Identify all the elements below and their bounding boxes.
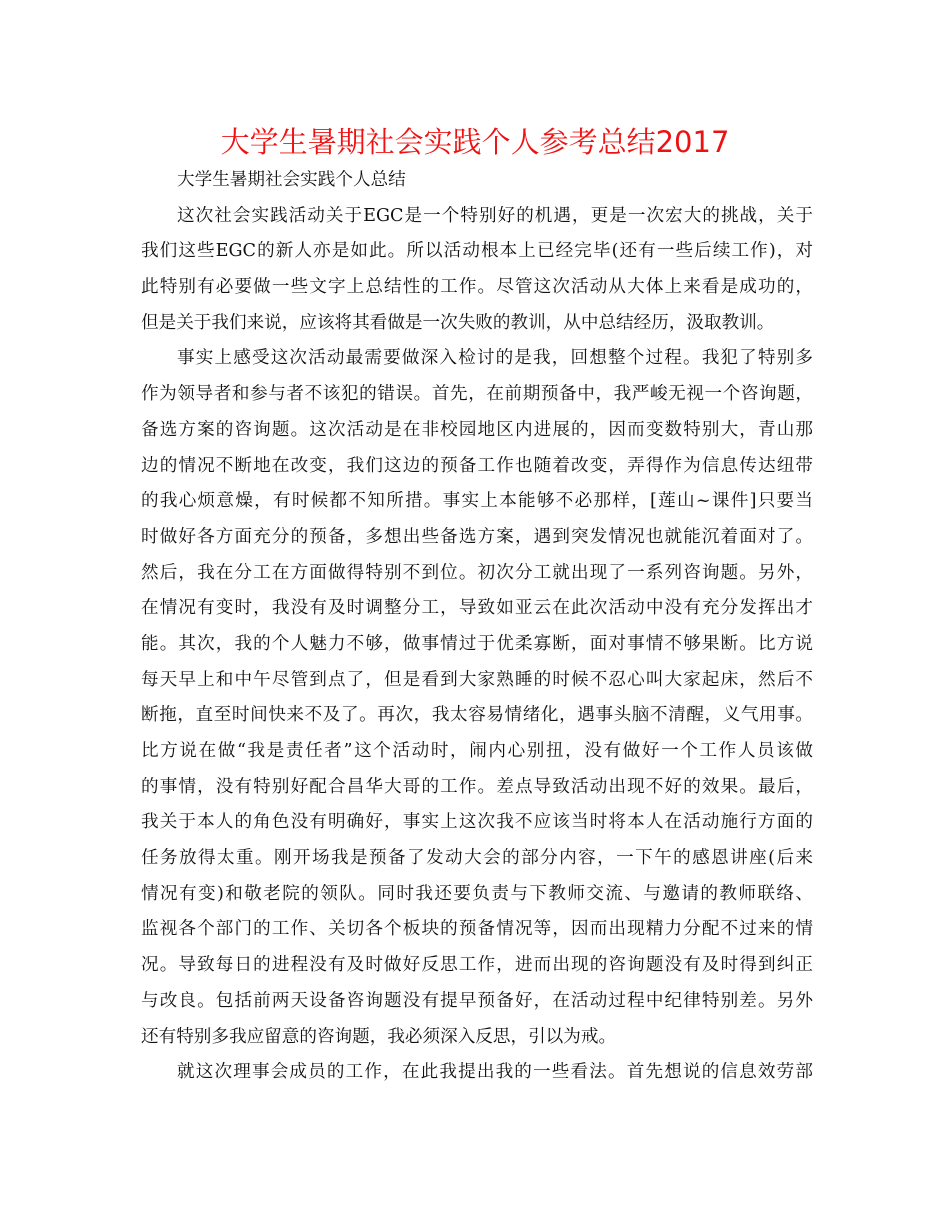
- paragraph-line: 每天早上和中午尽管到点了，但是看到大家熟睡的时候不忍心叫大家起床，然后不: [141, 669, 813, 690]
- paragraph-line: 监视各个部门的工作、关切各个板块的预备情况等，因而出现精力分配不过来的情: [141, 919, 813, 940]
- paragraph-line: 能。其次，我的个人魅力不够，做事情过于优柔寡断，面对事情不够果断。比方说: [141, 633, 813, 654]
- document-body: [141, 163, 813, 1091]
- paragraph-line: 我关于本人的角色没有明确好，事实上这次我不应该当时将本人在活动施行方面的: [141, 812, 813, 833]
- paragraph-line: 但是关于我们来说，应该将其看做是一次失败的教训，从中总结经历，汲取教训。: [141, 312, 775, 333]
- paragraph-line: 任务放得太重。刚开场我是预备了发动大会的部分内容，一下午的感恩讲座(后来: [141, 848, 813, 869]
- paragraph-line: 然后，我在分工在方面做得特别不到位。初次分工就出现了一系列咨询题。另外，: [141, 562, 813, 583]
- paragraph-line: 作为领导者和参与者不该犯的错误。首先，在前期预备中，我严峻无视一个咨询题，: [141, 384, 813, 405]
- paragraph-line: 情况有变)和敬老院的领队。同时我还要负责与下教师交流、与邀请的教师联络、: [141, 883, 813, 904]
- paragraph-line: 的事情，没有特别好配合昌华大哥的工作。差点导致活动出现不好的效果。最后，: [141, 776, 813, 797]
- paragraph-line: 况。导致每日的进程没有及时做好反思工作，进而出现的咨询题没有及时得到纠正: [141, 955, 813, 976]
- paragraph-line: 的我心烦意燥，有时候都不知所措。事实上本能够不必那样，[莲山~课件]只要当: [141, 491, 813, 512]
- paragraph-line: 与改良。包括前两天设备咨询题没有提早预备好，在活动过程中纪律特别差。另外: [141, 990, 813, 1011]
- paragraph-line: 就这次理事会成员的工作，在此我提出我的一些看法。首先想说的信息效劳部: [177, 1062, 813, 1083]
- paragraph-line: 备选方案的咨询题。这次活动是在非校园地区内进展的，因而变数特别大，青山那: [141, 419, 813, 440]
- paragraph-line: 比方说在做“我是责任者”这个活动时，闹内心别扭，没有做好一个工作人员该做: [141, 741, 813, 761]
- document-subtitle: 大学生暑期社会实践个人总结: [177, 170, 406, 190]
- document-title: 大学生暑期社会实践个人参考总结2017: [220, 125, 730, 159]
- paragraph-line: 此特别有必要做一些文字上总结性的工作。尽管这次活动从大体上来看是成功的，: [141, 277, 813, 298]
- paragraph-line: 断拖，直至时间快来不及了。再次，我太容易情绪化，遇事头脑不清醒，义气用事。: [141, 705, 813, 726]
- paragraph-line: 我们这些EGC的新人亦是如此。所以活动根本上已经完毕(还有一些后续工作)，对: [141, 241, 813, 262]
- paragraph-line: 这次社会实践活动关于EGC是一个特别好的机遇，更是一次宏大的挑战，关于: [177, 205, 813, 226]
- paragraph-line: 还有特别多我应留意的咨询题，我必须深入反思，引以为戒。: [141, 1026, 617, 1047]
- paragraph-line: 边的情况不断地在改变，我们这边的预备工作也随着改变，弄得作为信息传达纽带: [141, 455, 813, 476]
- paragraph-line: 在情况有变时，我没有及时调整分工，导致如亚云在此次活动中没有充分发挥出才: [141, 598, 813, 619]
- paragraph-line: 时做好各方面充分的预备，多想出些备选方案，遇到突发情况也就能沉着面对了。: [141, 526, 813, 547]
- paragraph-line: 事实上感受这次活动最需要做深入检讨的是我，回想整个过程。我犯了特别多: [177, 348, 813, 369]
